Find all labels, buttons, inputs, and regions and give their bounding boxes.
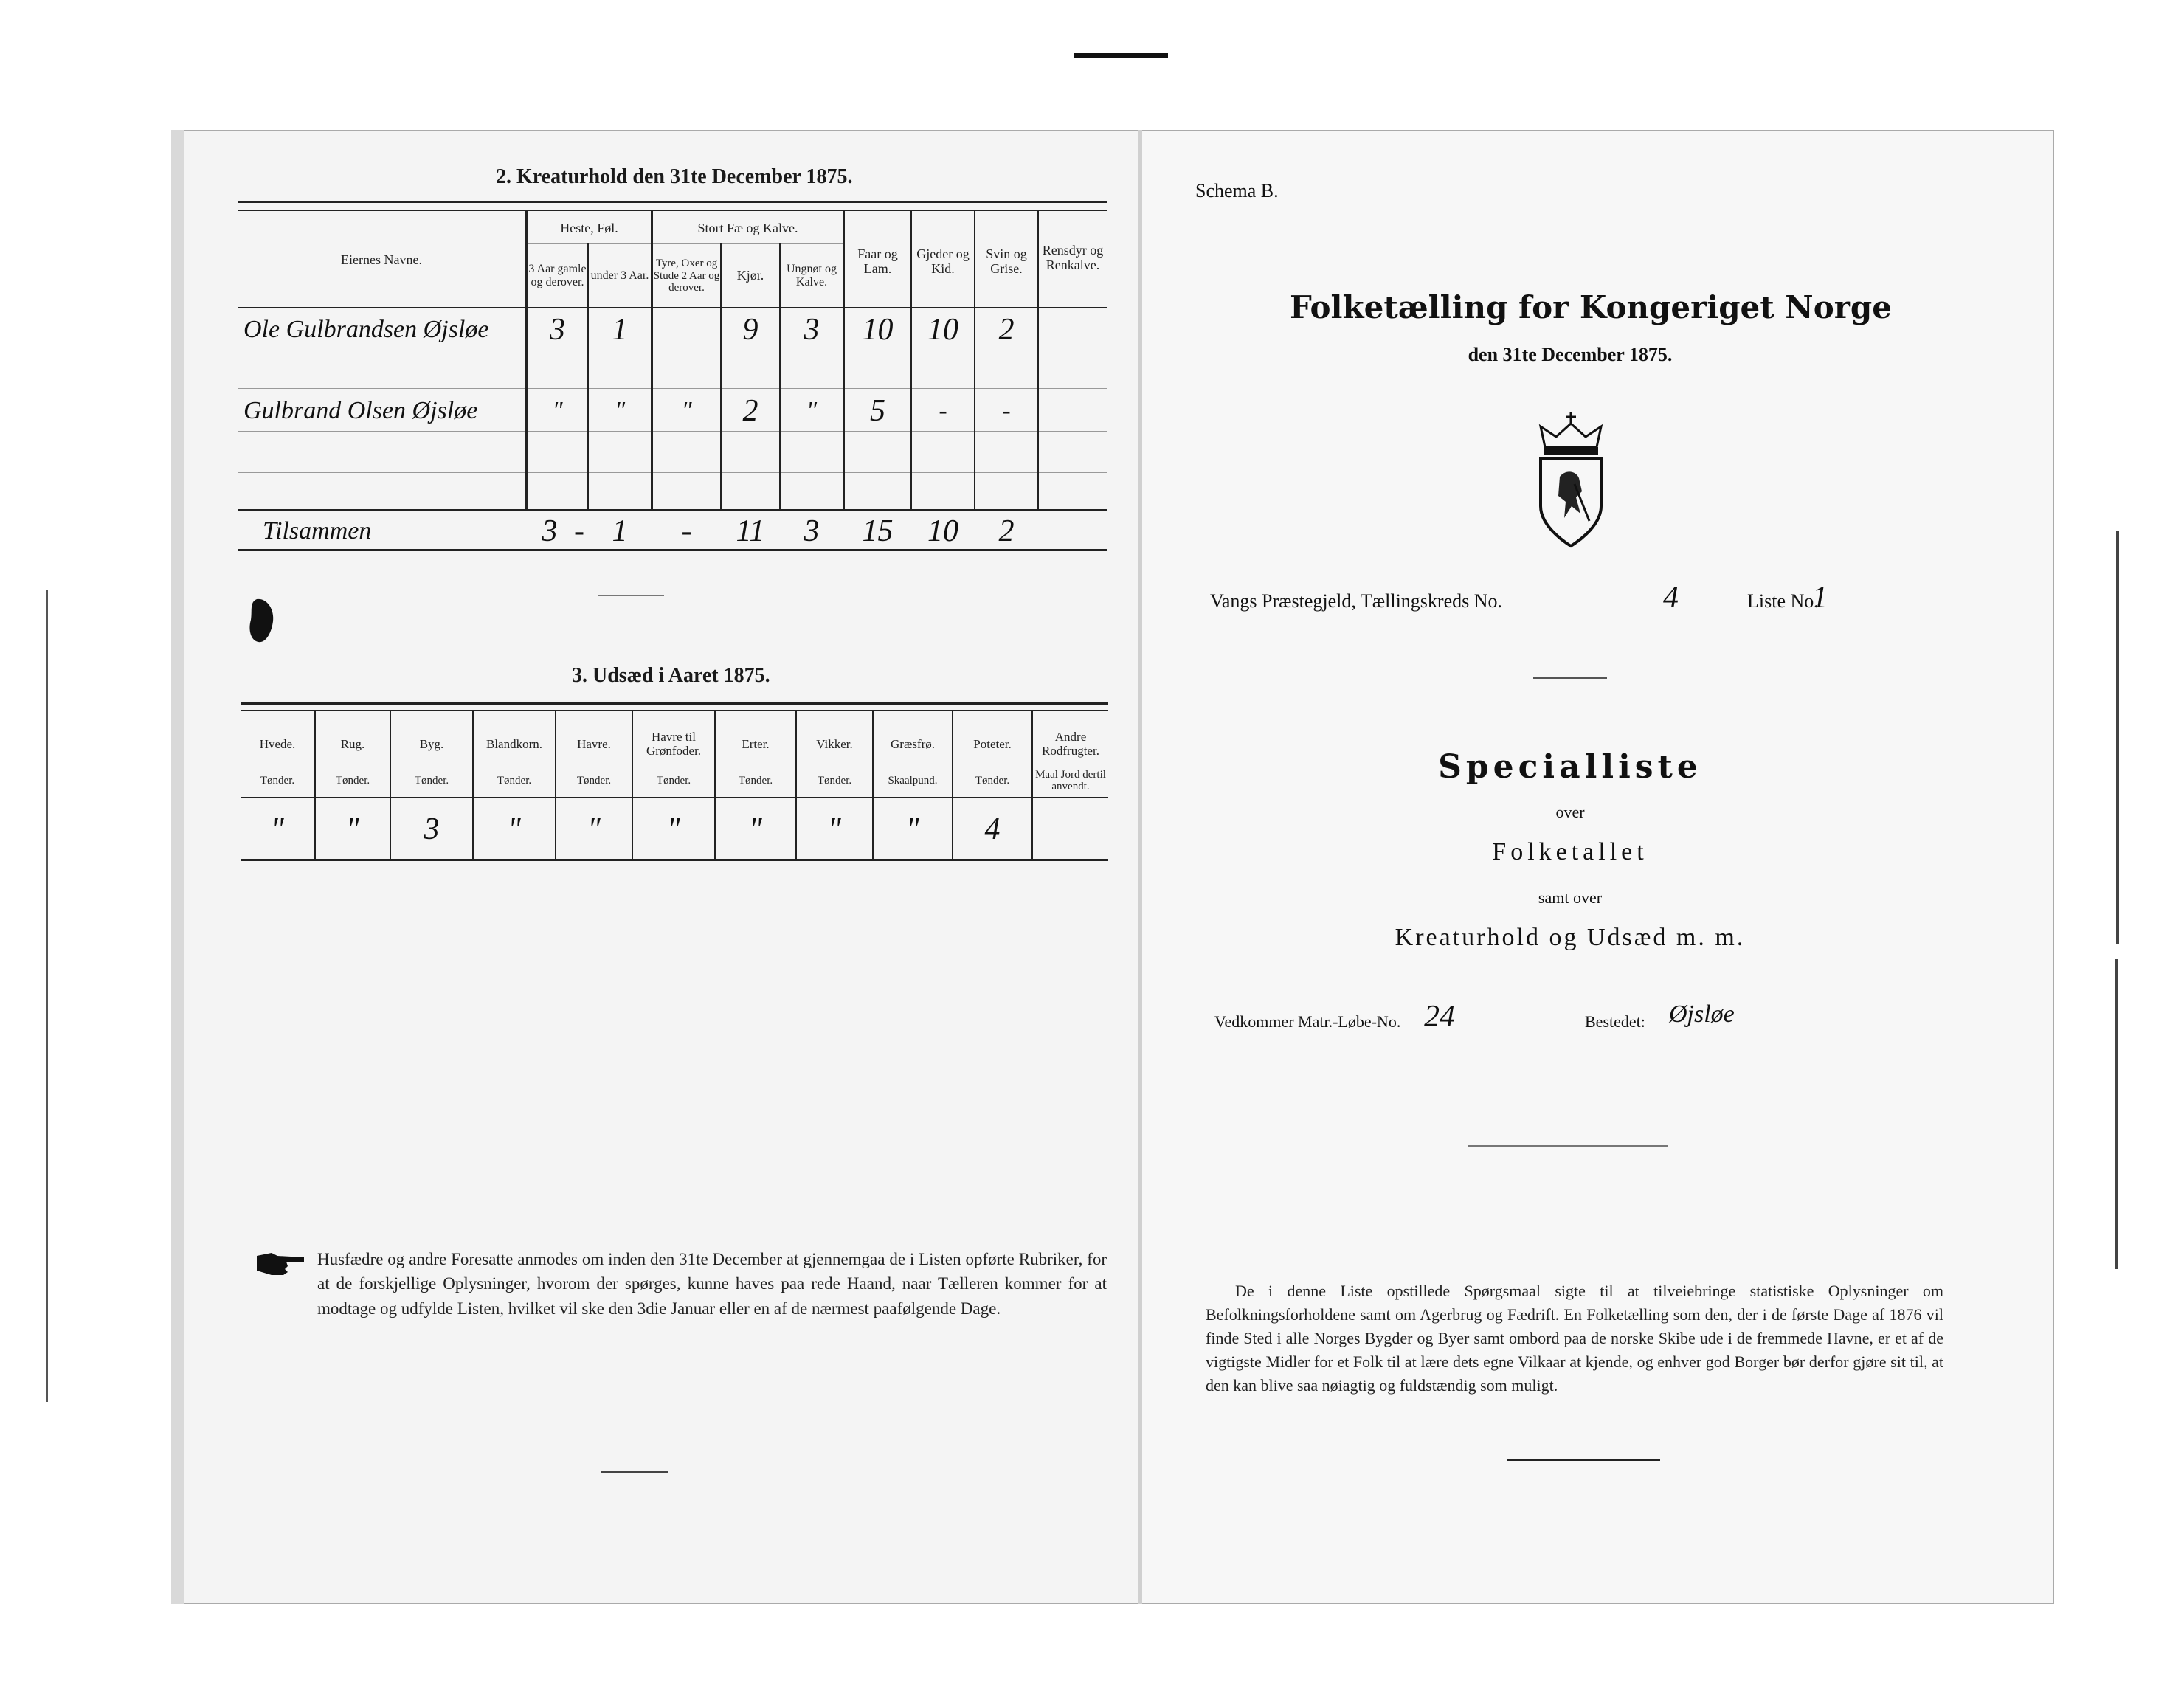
matr-label: Vedkommer Matr.-Løbe-No. [1214,1012,1401,1031]
header-goats: Gjeder og Kid. [916,246,970,276]
divider [598,595,664,596]
divider [1507,1459,1660,1461]
row-young-cattle: 3 [804,313,820,347]
seed-value: " [271,812,284,846]
seed-header-unit: Tønder. [576,774,612,787]
seed-header-unit: Tønder. [656,774,691,787]
row-young-cattle: " [806,397,818,424]
seed-value: " [749,812,762,846]
scan-edge-left [46,590,48,1402]
row-owner-name: Gulbrand Olsen Øjsløe [243,397,478,424]
seed-value: 4 [984,812,1001,846]
row-horses-young: 1 [612,313,628,347]
place-name: Øjsløe [1669,1001,1735,1028]
seed-value: " [508,812,521,846]
seed-header-name: Hvede. [259,736,296,751]
footer-text: De i denne Liste opstillede Spørgsmaal sigte til at tilveiebringe statistiske Oplysninger om Befolkningsforholdene samt om Agerbrug og Fædrift. En Folketælling som den, der i de første Dage af 1876 vil finde Sted i alle Norges Bygder og Byer samt ombord paa de norske Skibe ude i de fremmede Havne, er et af de vigtigste Midler for et Folk til at lære dets egne Vilkaar at kjende, og enhver god Borger bør derfor gjøre sit til, at den kan blive saa nøiagtig og fuldstændig som muligt. [1206,1282,1943,1395]
sheet-binding-edge [171,130,184,1604]
row-pigs: 2 [998,313,1015,347]
ink-blot-icon [243,596,280,648]
seed-header-name: Blandkorn. [485,736,543,751]
header-reindeer: Rensdyr og Renkalve. [1042,243,1104,272]
row-sheep: 5 [870,394,885,428]
divider [601,1471,668,1473]
seed-value: " [828,812,841,846]
divider [1533,677,1607,679]
seed-value: 3 [424,812,440,846]
total-horses-young: 1 [612,514,628,548]
seed-header-name: Andre Rodfrugter. [1042,730,1099,758]
page-fold [1138,130,1142,1604]
over-label: over [1555,803,1585,821]
row-bulls [653,310,720,350]
specialliste-heading: Specialliste [1438,748,1702,786]
row-goats: - [939,397,947,424]
seed-header-unit: Skaalpund. [888,774,938,787]
seed-value: " [346,812,359,846]
seed-value [1033,803,1108,856]
row-owner-name: Ole Gulbrandsen Øjsløe [243,316,489,343]
header-pigs: Svin og Grise. [986,246,1027,276]
list-number: 1 [1812,581,1828,615]
header-cows: Kjør. [736,268,764,283]
total-horses-old: 3 [542,514,558,548]
seed-header-unit: Tønder. [414,774,449,787]
header-owner: Eiernes Navne. [341,252,422,268]
seed-header-name: Poteter. [973,736,1012,751]
matr-number: 24 [1424,1000,1455,1034]
seed-header-unit: Tønder. [817,774,852,787]
divider [1468,1145,1668,1147]
samt-over-label: samt over [1538,888,1603,907]
header-horses-young: under 3 Aar. [590,269,649,283]
parish-label: Vangs Præstegjeld, Tællingskreds No. [1210,590,1503,612]
total-pigs: 2 [998,514,1015,548]
seed-header-name: Rug. [340,736,365,751]
seed-value: " [667,812,680,846]
census-title: Folketælling for Kongeriget Norge [1290,289,1892,325]
seed-header-unit: Tønder. [975,774,1010,787]
seed-value: " [587,812,601,846]
total-goats: 10 [927,514,958,548]
seed-header-name: Erter. [742,736,770,751]
total-young-cattle: 3 [804,514,820,548]
header-cattle-group: Stort Fæ og Kalve. [697,221,798,236]
header-young-cattle: Ungnøt og Kalve. [787,263,837,288]
row-horses-old: 3 [550,313,565,347]
seed-value: " [906,812,919,846]
pointing-hand-icon [255,1248,307,1278]
total-cows: 11 [736,514,765,548]
seed-header-name: Havre til Grønfoder. [646,730,702,758]
schema-label: Schema B. [1195,180,1279,201]
district-number: 4 [1663,581,1679,615]
list-label: Liste No. [1747,590,1819,612]
seed-header-unit: Maal Jord dertil anvendt. [1035,768,1106,792]
scan-edge-right [2116,531,2119,944]
notice-text: Husfædre og andre Foresatte anmodes om inden den 31te December at gjennemgaa de i Listen opførte Rubriker, for at de forskjellige Oplysninger, hvorom der spørges, kunne haves paa rede Haand, naar Tælleren kommer for at modtage og udfylde Listen, hvilket vil ske den 3die Januar eller en af de nærmest paafølgende Dage. [317,1250,1107,1318]
header-sheep: Faar og Lam. [857,246,898,276]
coat-of-arms-icon [1530,410,1611,550]
census-date: den 31te December 1875. [1468,344,1673,365]
seed-header-unit: Tønder. [497,774,532,787]
row-sheep: 10 [862,313,894,347]
seed-header-unit: Tønder. [738,774,773,787]
header-bulls: Tyre, Oxer og Stude 2 Aar og derover. [653,258,720,294]
total-label: Tilsammen [263,517,372,545]
row-cows: 2 [742,394,758,428]
seed-header-name: Græsfrø. [891,736,935,751]
total-sheep: 15 [862,514,894,548]
row-horses-young: " [614,397,626,424]
seed-header-name: Vikker. [816,736,853,751]
scan-edge-right-lower [2115,959,2118,1269]
seed-header-unit: Tønder. [260,774,295,787]
row-horses-old: " [552,397,563,424]
row-bulls: " [681,397,692,424]
place-label: Bestedet: [1585,1012,1645,1031]
seed-header-name: Havre. [577,736,611,751]
folketallet-heading: Folketallet [1492,838,1648,865]
livestock-title: 2. Kreaturhold den 31te December 1875. [496,165,853,188]
total-bulls: - [681,514,692,548]
header-horses-old: 3 Aar gamle og derover. [528,263,587,288]
total-separator: - [574,514,584,548]
scan-mark-top [1074,53,1168,58]
row-cows: 9 [742,313,758,347]
kreaturhold-heading: Kreaturhold og Udsæd m. m. [1395,924,1746,951]
header-horses-group: Heste, Føl. [560,221,618,236]
seed-header-unit: Tønder. [335,774,370,787]
seed-header-name: Byg. [419,736,444,751]
row-goats: 10 [927,313,958,347]
seed-title: 3. Udsæd i Aaret 1875. [572,664,770,687]
row-pigs: - [1002,397,1011,424]
